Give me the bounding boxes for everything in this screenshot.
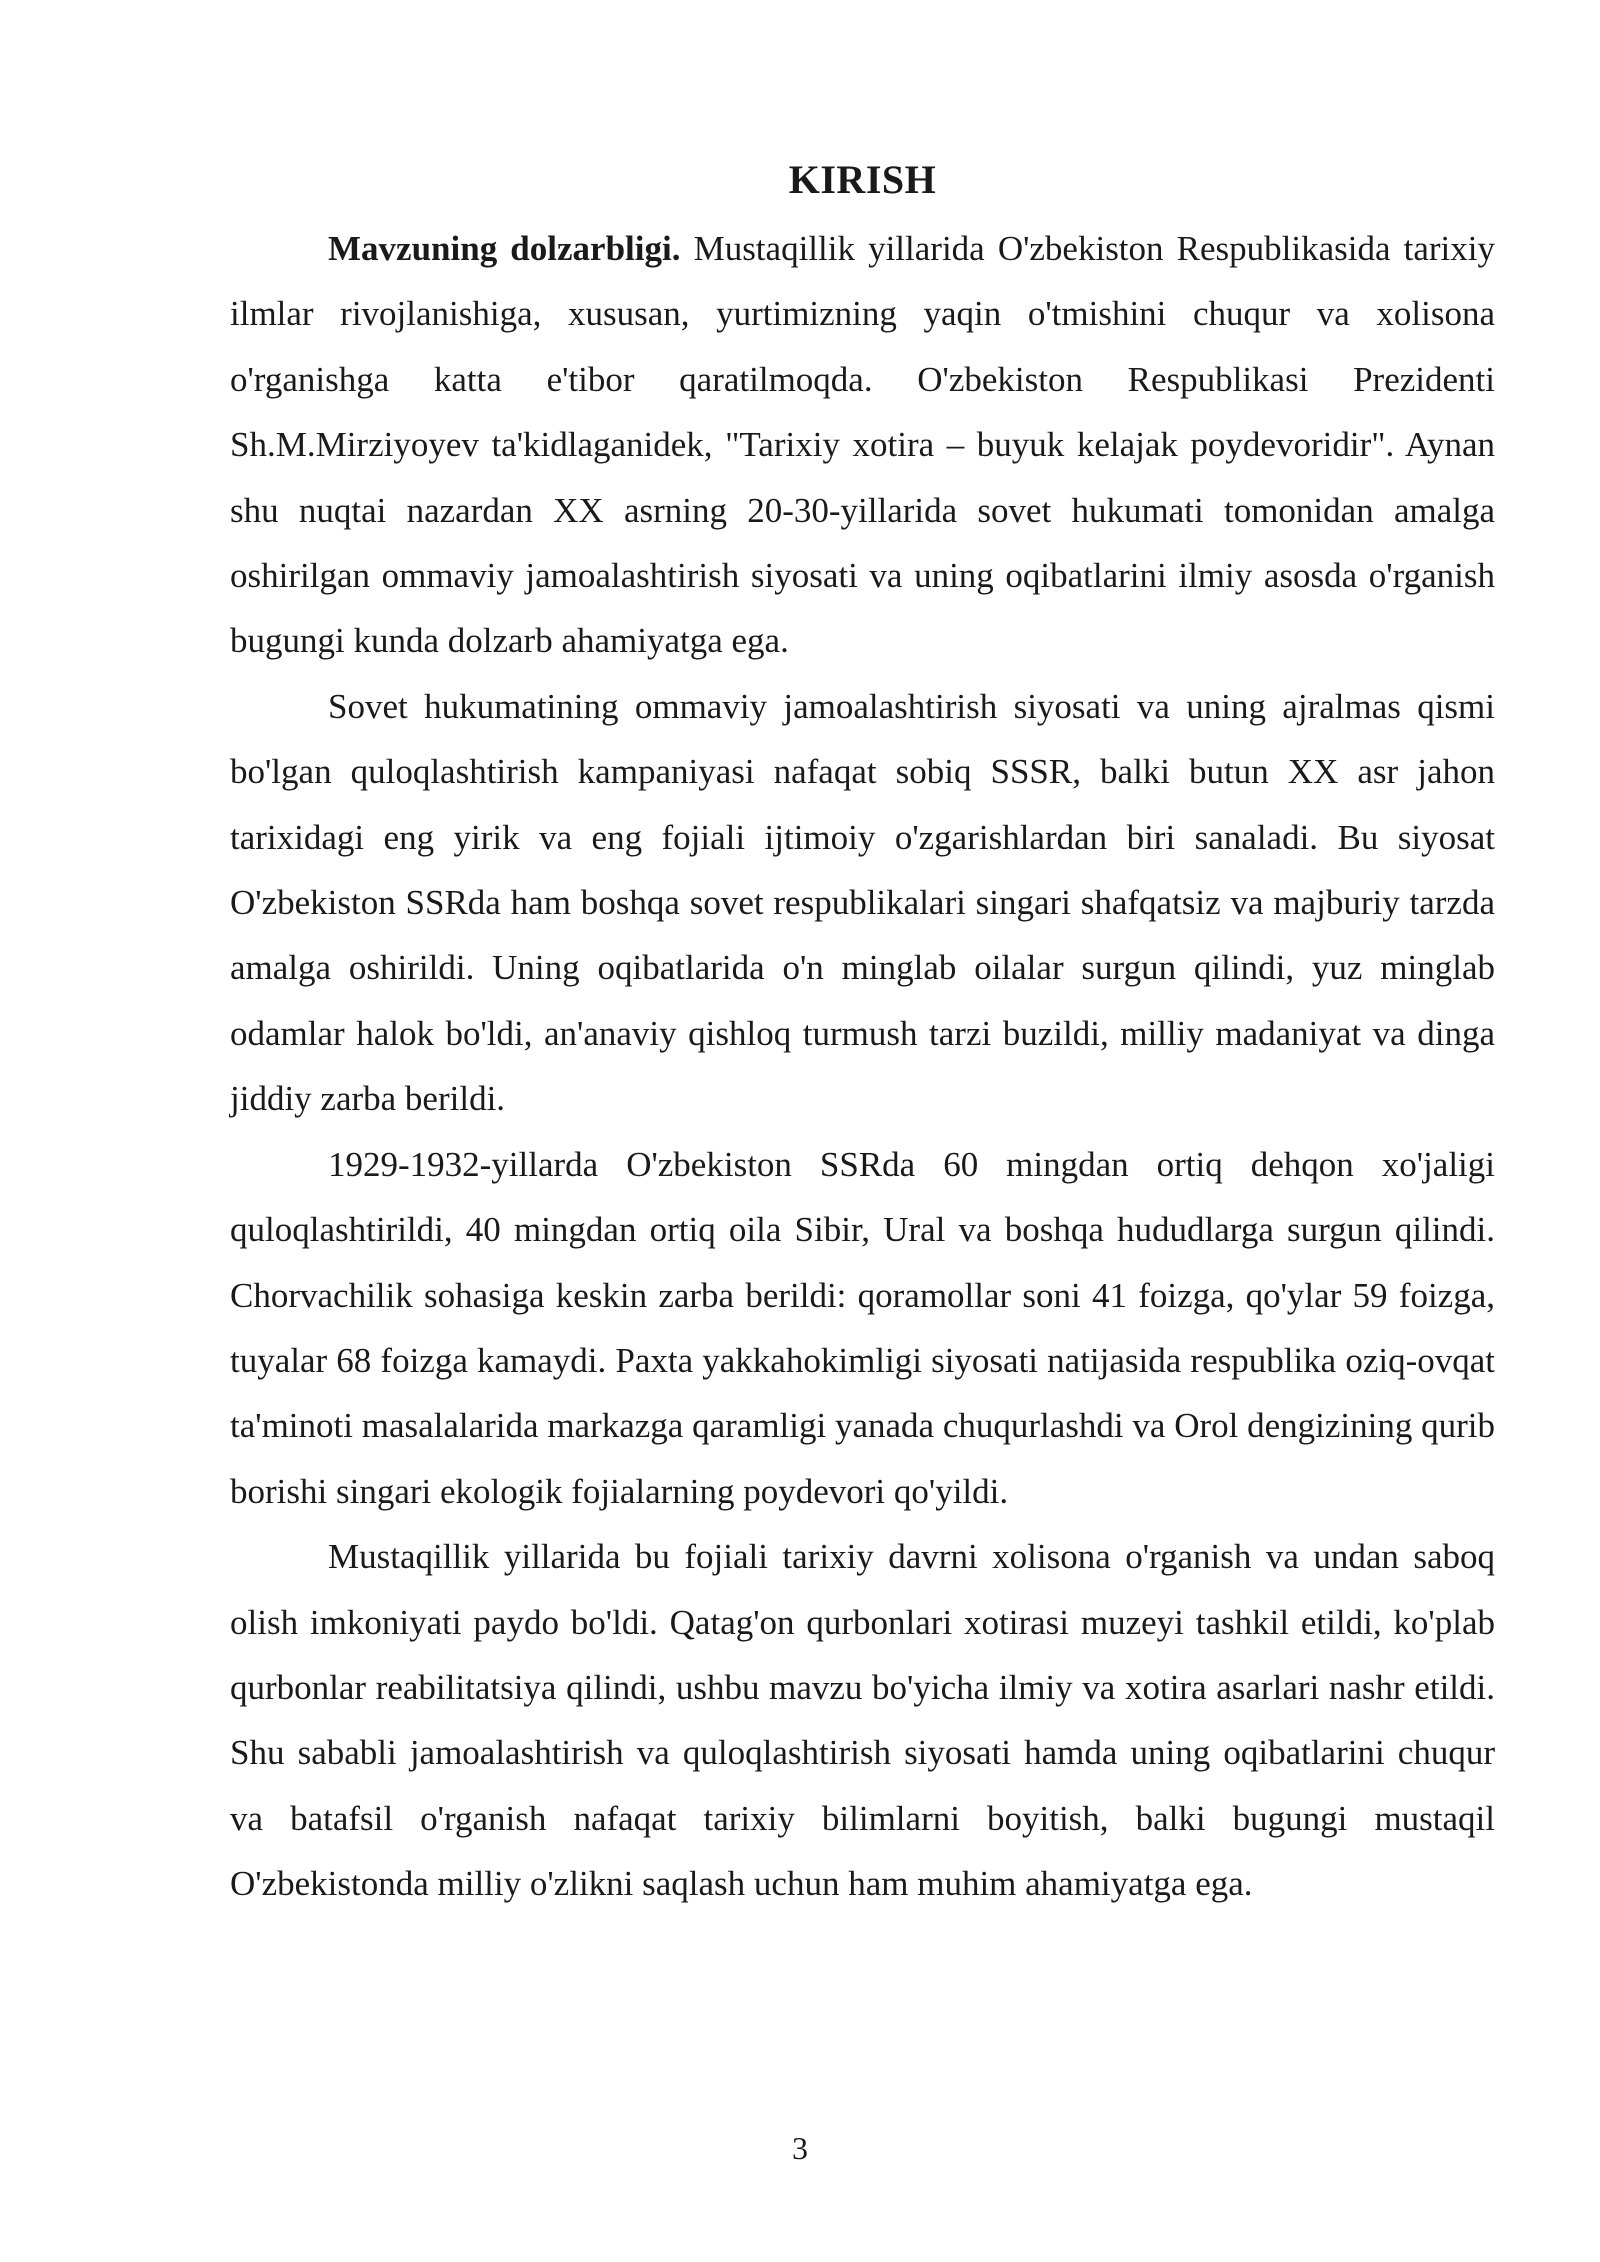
paragraph-text: 1929-1932-yillarda O'zbekiston SSRda 60 mingdan ortiq dehqon xo'jaligi quloqlashtirildi, 40 mingdan ortiq oila Sibir, Ural va boshqa hududlarga surgun qilindi. Chorvachilik sohasiga keskin zarba berildi: qoramollar soni 41 foizga, qo'ylar 59 foizga, tuyalar 68 foizga kamaydi. Paxta yakkahokimligi siyosati natijasida respublika oziq-ovqat ta'minoti masalalarida markazga qaramligi yanada chuqurlashdi va Orol dengizining qurib borishi singari ekologik fojialarning poydevori qo'yildi. [230,1144,1495,1511]
paragraph-independence-study [230,1524,1495,1916]
document-page [230,148,1495,1917]
paragraph-statistics [230,1132,1495,1524]
paragraph-relevance [230,216,1495,674]
paragraph-collectivization-policy [230,674,1495,1132]
paragraph-text: Mustaqillik yillarida O'zbekiston Respublikasida tarixiy ilmlar rivojlanishiga, xususan, yurtimizning yaqin o'tmishini chuqur va xolisona o'rganishga katta e'tibor qaratilmoqda. O'zbekiston Respublikasi Prezidenti Sh.M.Mirziyoyev ta'kidlaganidek, "Tarixiy xotira – buyuk kelajak poydevoridir". Aynan shu nuqtai nazardan XX asrning 20-30-yillarida sovet hukumati tomonidan amalga oshirilgan ommaviy jamoalashtirish siyosati va uning oqibatlarini ilmiy asosda o'rganish bugungi kunda dolzarb ahamiyatga ega. [230,229,1495,661]
paragraph-text: Mustaqillik yillarida bu fojiali tarixiy davrni xolisona o'rganish va undan saboq olish imkoniyati paydo bo'ldi. Qatag'on qurbonlari xotirasi muzeyi tashkil etildi, ko'plab qurbonlar reabilitatsiya qilindi, ushbu mavzu bo'yicha ilmiy va xotira asarlari nashr etildi. Shu sababli jamoalashtirish va quloqlashtirish siyosati hamda uning oqibatlarini chuqur va batafsil o'rganish nafaqat tarixiy bilimlarni boyitish, balki bugungi mustaqil O'zbekistonda milliy o'zlikni saqlash uchun ham muhim ahamiyatga ega. [230,1537,1495,1904]
paragraph-lead-heading: Mavzuning dolzarbligi. [328,229,681,268]
paragraph-text: Sovet hukumatining ommaviy jamoalashtirish siyosati va uning ajralmas qismi bo'lgan quloqlashtirish kampaniyasi nafaqat sobiq SSSR, balki butun XX asr jahon tarixidagi eng yirik va eng fojiali ijtimoiy o'zgarishlardan biri sanaladi. Bu siyosat O'zbekiston SSRda ham boshqa sovet respublikalari singari shafqatsiz va majburiy tarzda amalga oshirildi. Uning oqibatlarida o'n minglab oilalar surgun qilindi, yuz minglab odamlar halok bo'ldi, an'anaviy qishloq turmush tarzi buzildi, milliy madaniyat va dinga jiddiy zarba berildi. [230,686,1495,1119]
page-number: 3 [792,2130,808,2166]
document-title: KIRISH [788,157,937,202]
